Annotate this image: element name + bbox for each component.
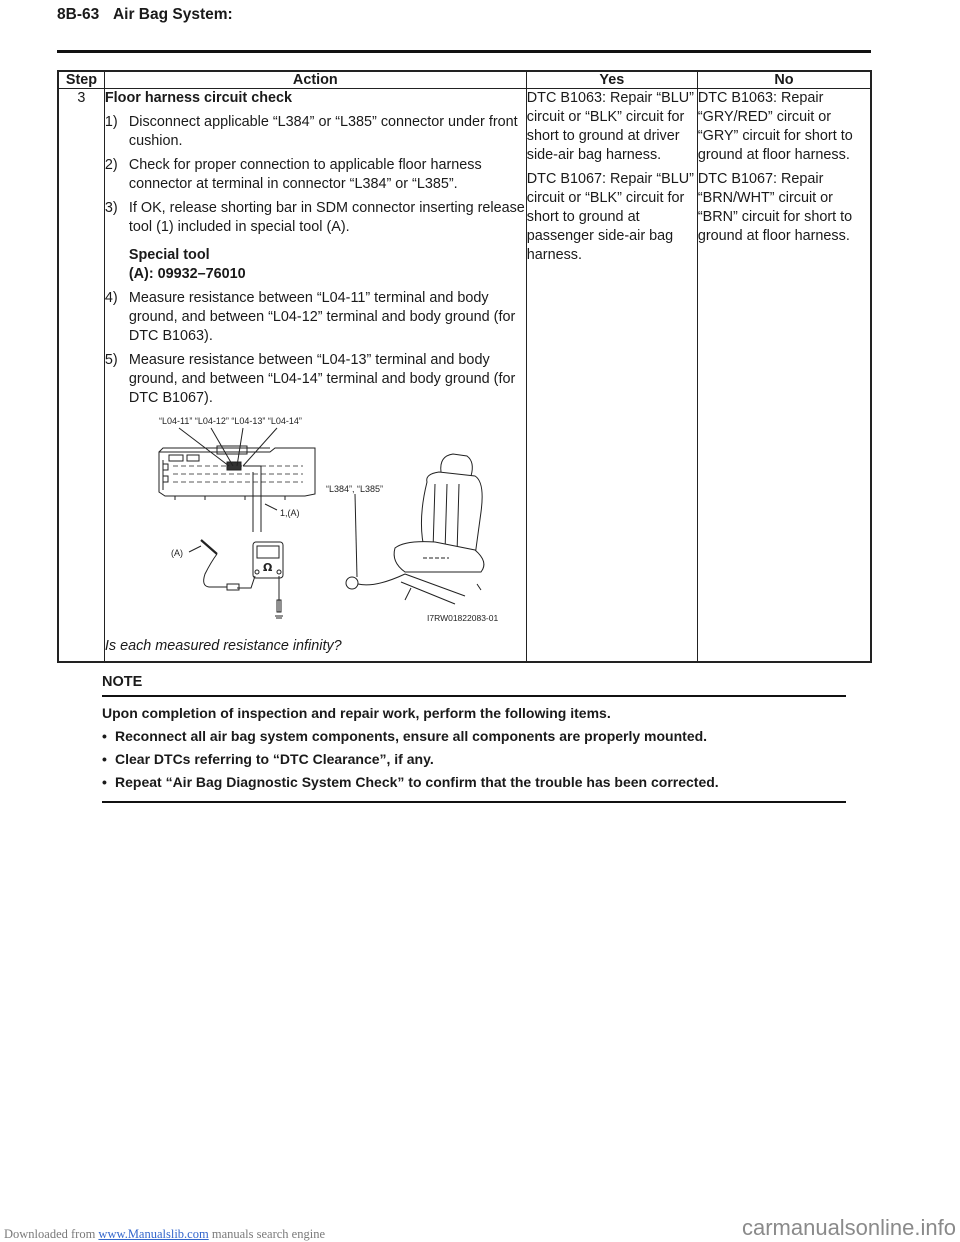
page-header [57, 5, 871, 25]
tool-label: 1,(A) [279, 508, 300, 518]
action-step [105, 289, 526, 346]
note-list [102, 726, 846, 792]
note-item [102, 726, 846, 746]
figure-id: I7RW01822083-01 [426, 613, 499, 623]
note-block [102, 672, 846, 803]
no-cell [697, 89, 871, 662]
action-step [105, 199, 526, 237]
yes-result: DTC B1067: Repair “BLU” circuit or “BLK” circuit for short to ground at passenger side-air bag harness. [526, 171, 694, 263]
special-tool [105, 246, 526, 284]
special-tool-label: Special tool [128, 247, 210, 263]
note-item [102, 749, 846, 769]
note-bottom-rule [102, 801, 846, 803]
footer-suffix: manuals search engine [211, 1227, 325, 1241]
action-title: Floor harness circuit check [104, 90, 293, 106]
probe-label: (A) [170, 548, 183, 558]
action-step-text: Check for proper connection to applicable floor harness connector at terminal in connector “L384” or “L385”. [128, 157, 482, 192]
seat-connector-label: “L384”, “L385” [325, 484, 383, 494]
ohm-symbol: Ω [262, 561, 273, 574]
bullet-icon: • [102, 774, 107, 790]
note-item-text: Reconnect all air bag system components, ensure all components are properly mounted. [115, 728, 708, 744]
note-intro: Upon completion of inspection and repair work, perform the following items. [102, 705, 611, 721]
no-result: DTC B1063: Repair “GRY/RED” circuit or “GRY” circuit for short to ground at floor harness. [697, 90, 853, 163]
action-step-number: 3) [104, 200, 118, 216]
table-row [58, 89, 871, 662]
note-item-text: Repeat “Air Bag Diagnostic System Check” to confirm that the trouble has been corrected. [115, 774, 719, 790]
seat-icon [346, 454, 484, 604]
column-header-action: Action [104, 71, 526, 89]
bullet-icon: • [102, 751, 107, 767]
action-step [105, 113, 526, 151]
table-header-row [58, 71, 871, 89]
ohmmeter-icon [189, 540, 283, 618]
header-rule [57, 50, 871, 53]
bullet-icon: • [102, 728, 107, 744]
download-footer [4, 1227, 325, 1242]
sdm-connector-icon [159, 446, 315, 500]
action-step-number: 1) [104, 114, 118, 130]
action-step-number: 4) [104, 290, 118, 306]
yes-cell [526, 89, 697, 662]
action-step-number: 5) [104, 352, 118, 368]
special-tool-value: (A): 09932–76010 [128, 266, 246, 282]
action-step-number: 2) [104, 157, 118, 173]
no-result: DTC B1067: Repair “BRN/WHT” circuit or “BRN” circuit for short to ground at floor harness. [697, 171, 853, 244]
action-step-text: Measure resistance between “L04-13” terminal and body ground, and between “L04-14” terminal and body ground (for DTC B1067). [128, 352, 516, 406]
check-question: Is each measured resistance infinity? [104, 638, 342, 654]
action-step-text: Measure resistance between “L04-11” terminal and body ground, and between “L04-12” terminal and body ground (for DTC B1063). [128, 290, 516, 344]
action-step [105, 156, 526, 194]
column-header-step: Step [58, 71, 104, 89]
procedure-table [57, 70, 872, 663]
wiring-diagram-figure [105, 412, 515, 637]
connector-and-seat-illustration [105, 412, 515, 637]
note-top-rule [102, 695, 846, 697]
action-step [105, 351, 526, 408]
page-number: 8B-63 [57, 6, 100, 23]
terminal-labels: “L04-11” “L04-12” “L04-13” “L04-14” [158, 416, 302, 426]
action-cell [104, 89, 526, 662]
note-item-text: Clear DTCs referring to “DTC Clearance”, if any. [115, 751, 434, 767]
column-header-yes: Yes [526, 71, 697, 89]
yes-result: DTC B1063: Repair “BLU” circuit or “BLK” circuit for short to ground at driver side-air bag harness. [526, 90, 694, 163]
footer-prefix: Downloaded from [4, 1227, 96, 1241]
column-header-no: No [697, 71, 871, 89]
manualslib-link[interactable]: www.Manualslib.com [98, 1227, 209, 1241]
action-steps-continued [105, 289, 526, 408]
watermark: carmanualsonline.info [741, 1215, 956, 1240]
action-step-text: Disconnect applicable “L384” or “L385” connector under front cushion. [128, 114, 518, 149]
step-number: 3 [58, 89, 104, 662]
action-steps [105, 113, 526, 237]
note-title: NOTE [102, 674, 143, 690]
action-step-text: If OK, release shorting bar in SDM connector inserting release tool (1) included in special tool (A). [128, 200, 525, 235]
note-item [102, 772, 846, 792]
section-title: Air Bag System: [112, 6, 233, 23]
